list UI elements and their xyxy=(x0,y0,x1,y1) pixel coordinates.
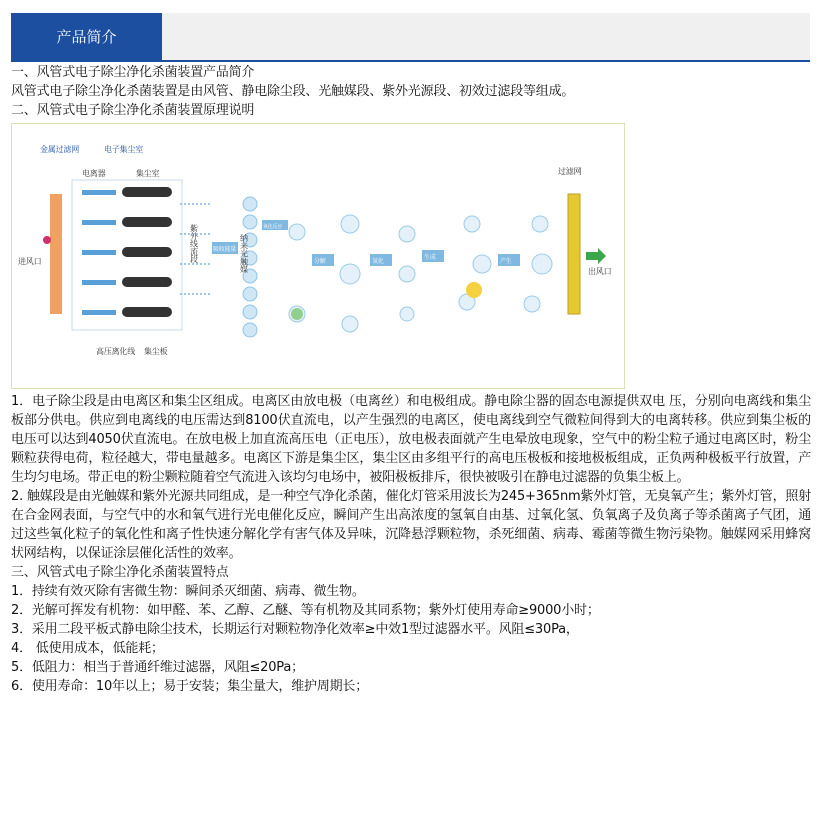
plate-group xyxy=(82,187,172,317)
tab-product-intro[interactable]: 产品简介 xyxy=(11,13,162,60)
section1-body: 风管式电子除尘净化杀菌装置是由风管、静电除尘段、光触媒段、紫外光源段、初效过滤段等组成。 xyxy=(11,84,575,99)
section1-title: 一、风管式电子除尘净化杀菌装置产品简介 xyxy=(11,65,255,80)
section3-title: 三、风管式电子除尘净化杀菌装置特点 xyxy=(11,565,229,580)
section2-title: 二、风管式电子除尘净化杀菌装置原理说明 xyxy=(11,103,255,118)
yellow-molecule xyxy=(466,282,482,298)
content xyxy=(11,63,811,696)
arrow-label-4: 生成 xyxy=(424,254,436,261)
feature-item: 2．光解可挥发有机物：如甲醛、苯、乙醇、乙醚、等有机物及其同系物；紫外灯使用寿命≥9000小时； xyxy=(11,603,600,618)
label-catalyst: 纳米光触媒 xyxy=(239,234,249,274)
arrow-label-2: 分解 xyxy=(314,258,326,265)
label-dust-chamber: 电子集尘室 xyxy=(104,145,143,154)
label-collector: 集尘室 xyxy=(136,169,160,178)
feature-item: 6．使用寿命：10年以上；易于安装；集尘量大，维护周期长； xyxy=(11,679,369,694)
label-plate: 集尘板 xyxy=(144,347,168,356)
arrow-label-6: 产生 xyxy=(500,258,512,265)
molecule-bubbles xyxy=(289,215,552,332)
label-outlet: 出风口 xyxy=(588,267,612,276)
arrow-label-1: 吸收能量 xyxy=(213,246,237,253)
arrow-label-5: 氧化反应 xyxy=(263,224,283,230)
tab-bar xyxy=(11,13,810,60)
outlet-filter xyxy=(568,194,580,314)
label-ionizer: 电离器 xyxy=(82,169,106,178)
principle-diagram xyxy=(11,123,625,389)
label-uv: 紫外线流段 xyxy=(189,224,199,264)
label-outlet-filter: 过滤网 xyxy=(558,167,582,176)
label-inlet: 进风口 xyxy=(18,257,42,266)
feature-item: 1．持续有效灭除有害微生物：瞬间杀灭细菌、病毒、微生物。 xyxy=(11,584,365,599)
diagram-svg xyxy=(12,124,624,388)
green-molecule xyxy=(291,308,303,320)
inlet-dot xyxy=(43,236,51,244)
feature-item: 5．低阻力：相当于普通纤维过滤器，风阻≤20Pa； xyxy=(11,660,304,675)
feature-item: 4． 低使用成本，低能耗； xyxy=(11,641,164,656)
arrow-label-3: 氧化 xyxy=(372,258,384,265)
principle-paragraph-2: 2. 触媒段是由光触媒和紫外光源共同组成，是一种空气净化杀菌，催化灯管采用波长为245+365nm紫外灯管，无臭氧产生；紫外灯管，照射在合金网表面，与空气中的水和氧气进行光电催化反应，瞬间产生出高浓度的氢氧自由基、过氧化氢、负氧离子及负离子等杀菌离子气团，通过这些氧化粒子的氧化性和离子性快速分解化学有害气体及异味，沉降悬浮颗粒物，杀死细菌、病毒、霉菌等微生物污染物。触媒网采用蜂窝状网结构，以保证涂层催化活性的效率。 xyxy=(11,489,811,561)
tab-underline xyxy=(11,60,810,62)
principle-paragraph-1: 1．电子除尘段是由电离区和集尘区组成。电离区由放电极（电离丝）和电极组成。静电除尘器的固态电源提供双电 压，分别向电离线和集尘板部分供电。供应到电离线的电压需达到8100伏直流电，以产生强烈的电离区，使电离线到空气微粒间得到大的电离转移。供应到集尘板的电压可以达到4050伏直流电。在放电极上加直流高压电（正电压），放电极表面就产生电晕放电现象，空气中的粉尘粒子通过电离区时，粉尘颗粒获得电荷，粒径越大，带电量越多。电离区下游是集尘区，集尘区由多组平行的高电压极板和接地极板组成，正负两种极板平行放置，产生均匀电场。带正电的粉尘颗粒随着空气流进入该均匀电场中，被阳极板排斥，很快被吸引在静电过滤器的负集尘板上。 xyxy=(11,394,811,485)
metal-filter-bar xyxy=(50,194,62,314)
label-hv-line: 高压离化线 xyxy=(96,347,135,356)
outlet-arrow xyxy=(586,248,606,264)
label-metal-filter: 金属过滤网 xyxy=(40,145,79,154)
feature-item: 3．采用二段平板式静电除尘技术，长期运行对颗粒物净化效率≥中效1型过滤器水平。风阻≤30Pa， xyxy=(11,622,579,637)
